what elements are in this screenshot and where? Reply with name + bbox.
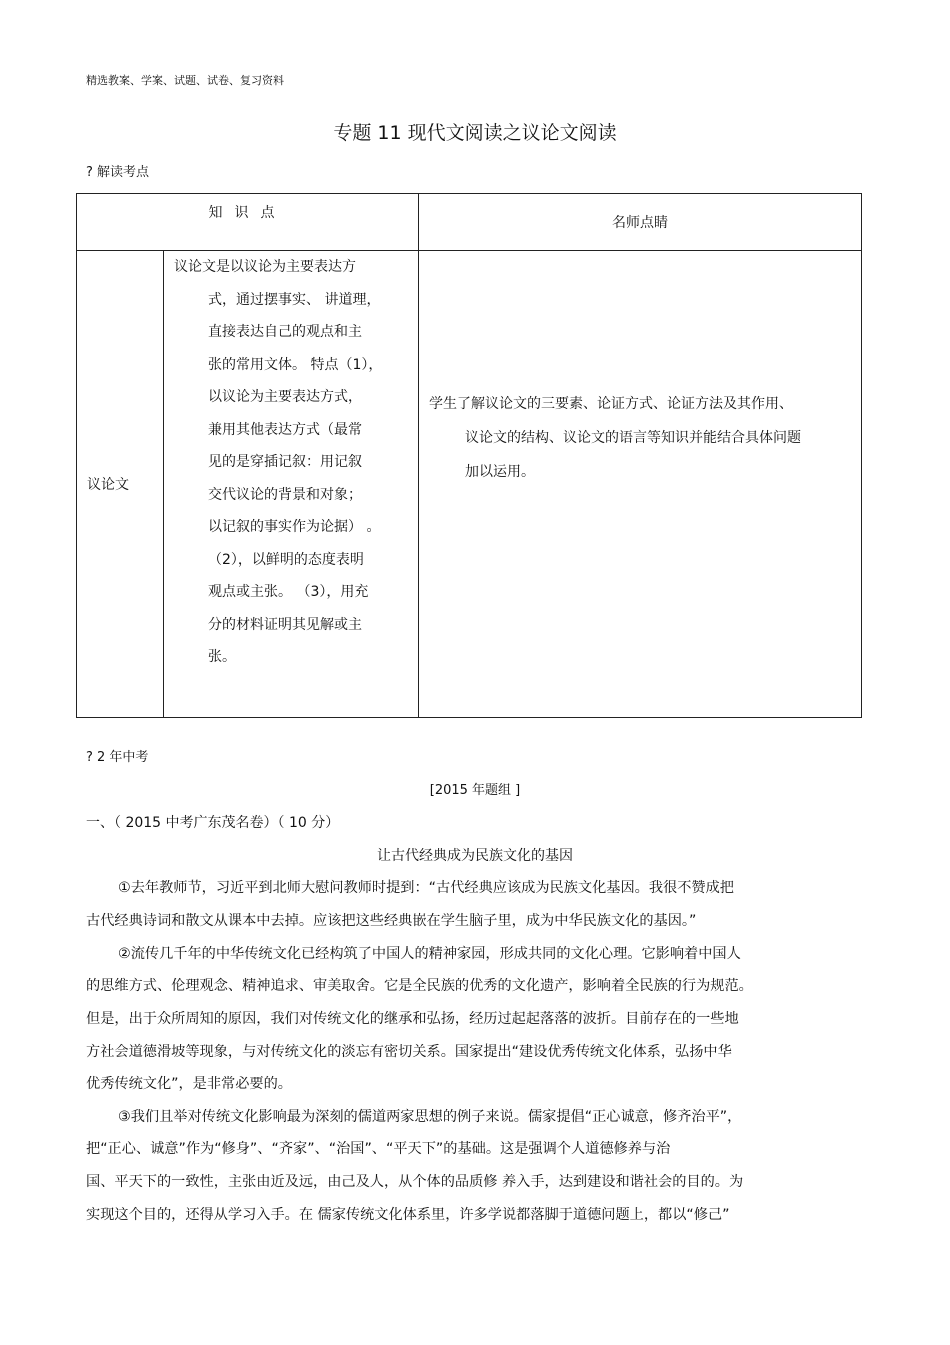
paragraph-line: ③我们且举对传统文化影响最为深刻的儒道两家思想的例子来说。儒家提倡“正心诚意，修齐治平”， <box>118 1109 742 1125</box>
table-cell-knowledge <box>164 251 419 718</box>
paragraph-line: ②流传几千年的中华传统文化已经构筑了中国人的精神家园，形成共同的文化心理。它影响着中国人 <box>118 946 741 962</box>
paragraph-line: 古代经典诗词和散文从课本中去掉。应该把这些经典嵌在学生脑子里，成为中华民族文化的基因。” <box>86 913 697 929</box>
knowledge-line: 以记叙的事实作为论据） 。 <box>208 519 381 535</box>
knowledge-line: 兼用其他表达方式（最常 <box>208 421 362 438</box>
paragraph-line: 方社会道德滑坡等现象，与对传统文化的淡忘有密切关系。国家提出“建设优秀传统文化体系，弘扬中华 <box>86 1044 732 1060</box>
page-title: 专题 11 现代文阅读之议论文阅读 <box>333 122 617 144</box>
table-header-tips: 名师点睛 <box>419 194 862 251</box>
paragraph-line: 但是，出于众所周知的原因，我们对传统文化的继承和弘扬，经历过起起落落的波折。目前存在的一些地 <box>86 1011 739 1027</box>
table-cell-category: 议论文 <box>77 251 164 718</box>
section-heading-exams: ? 2 年中考 <box>86 750 149 765</box>
knowledge-line: （2），以鲜明的态度表明 <box>208 551 364 568</box>
knowledge-line: 交代议论的背景和对象； <box>208 486 362 503</box>
section-heading-analysis: ? 解读考点 <box>86 165 150 180</box>
question-heading: 一、（ 2015 中考广东茂名卷）（ 10 分） <box>86 815 340 831</box>
knowledge-line: 式，通过摆事实、 讲道理， <box>208 291 381 308</box>
group-label: [2015 年题组 ] <box>429 783 521 798</box>
paragraph-line: 的思维方式、伦理观念、精神追求、审美取舍。它是全民族的优秀的文化遗产，影响着全民族的行为规范。 <box>86 978 753 994</box>
tip-line: 学生了解议论文的三要素、论证方式、论证方法及其作用、 <box>429 396 793 412</box>
tip-line: 加以运用。 <box>465 464 535 480</box>
tip-line: 议论文的结构、议论文的语言等知识并能结合具体问题 <box>465 430 801 446</box>
knowledge-line: 议论文是以议论为主要表达方 <box>174 259 356 275</box>
paragraph-line: ①去年教师节，习近平到北师大慰问教师时提到：“古代经典应该成为民族文化基因。我很不赞成把 <box>118 880 734 896</box>
knowledge-line: 分的材料证明其见解或主 <box>208 616 362 633</box>
paragraph-line: 国、平天下的一致性，主张由近及远，由己及人，从个体的品质修 养入手，达到建设和谐社会的目的。为 <box>86 1174 744 1190</box>
header-note: 精选教案、学案、试题、试卷、复习资料 <box>86 74 284 87</box>
table-header-knowledge: 知识点 <box>77 194 419 251</box>
knowledge-line: 观点或主张。 （3），用充 <box>208 584 369 600</box>
knowledge-line: 张的常用文体。 特点（1）， <box>208 356 383 373</box>
paragraph-line: 优秀传统文化”，是非常必要的。 <box>86 1076 292 1092</box>
paragraph-line: 把“正心、诚意”作为“修身”、“齐家”、“治国”、“平天下”的基础。这是强调个人道德修养与治 <box>86 1141 671 1157</box>
table-cell-tips <box>419 251 862 718</box>
knowledge-line: 张。 <box>208 649 236 665</box>
knowledge-line: 以议论为主要表达方式， <box>208 389 362 405</box>
knowledge-line: 见的是穿插记叙：用记叙 <box>208 454 362 470</box>
knowledge-table <box>76 193 862 718</box>
article-title: 让古代经典成为民族文化的基因 <box>377 848 573 864</box>
paragraph-line: 实现这个目的，还得从学习入手。在 儒家传统文化体系里，许多学说都落脚于道德问题上，都以“修己” <box>86 1207 730 1223</box>
knowledge-line: 直接表达自己的观点和主 <box>208 324 362 340</box>
